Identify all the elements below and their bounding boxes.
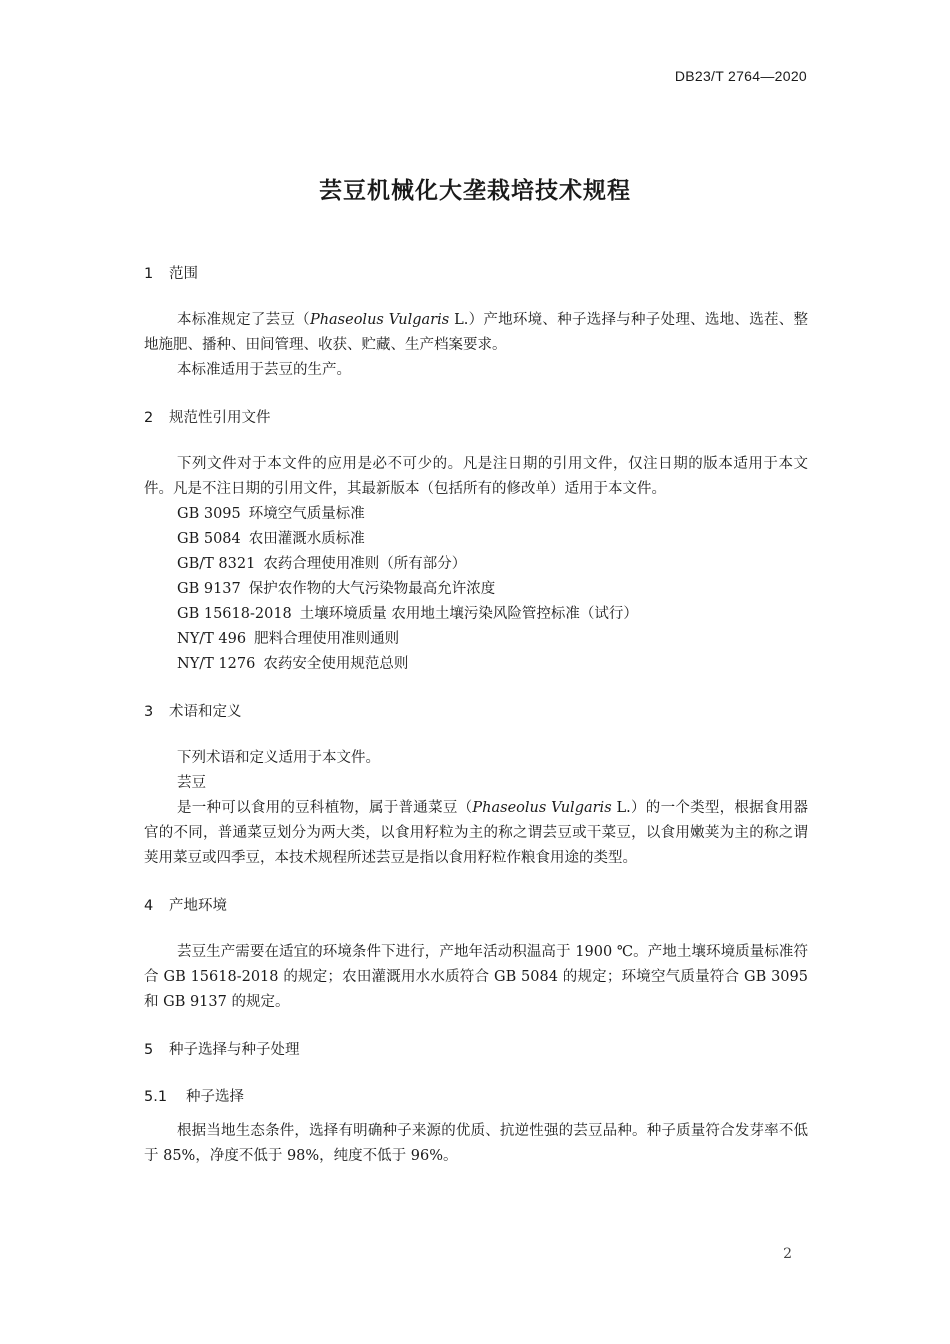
scope-applicability: 本标准适用于芸豆的生产。 [177, 362, 351, 378]
subsection-title: 种子选择 [186, 1089, 244, 1105]
section-number: 4 [144, 898, 154, 914]
page-number: 2 [783, 1246, 792, 1262]
section-number: 3 [144, 704, 154, 720]
section-number: 2 [144, 410, 154, 426]
section-title: 术语和定义 [169, 704, 242, 720]
document-code: DB23/T 2764—2020 [674, 68, 807, 84]
scope-paragraph: 本标准规定了芸豆（Phaseolus Vulgaris L.）产地环境、种子选择与种子处理、选地、选茬、整地施肥、播种、田间管理、收获、贮藏、生产档案要求。 [144, 312, 808, 353]
section-4-heading [144, 894, 808, 918]
subsection-number: 5.1 [144, 1089, 168, 1105]
document-title: 芸豆机械化大垄栽培技术规程 [319, 178, 631, 204]
section-title: 规范性引用文件 [169, 410, 271, 426]
document-body [144, 262, 808, 1169]
section-1-heading [144, 262, 808, 286]
environment-paragraph: 芸豆生产需要在适宜的环境条件下进行，产地年活动积温高于 1900 ℃。产地土壤环境质量标准符合 GB 15618-2018 的规定；农田灌溉用水水质符合 GB 5084 的规定；环境空气质量符合 GB 3095 和 GB 9137 的规定。 [144, 944, 808, 1010]
subsection-5-1-heading [144, 1085, 808, 1109]
latin-name: Phaseolus Vulgaris [472, 800, 612, 816]
section-5-heading [144, 1038, 808, 1062]
reference-item: NY/T 1276 农药安全使用规范总则 [177, 656, 409, 672]
reference-item: NY/T 496 肥料合理使用准则通则 [177, 631, 400, 647]
section-title: 范围 [169, 266, 198, 282]
terms-intro: 下列术语和定义适用于本文件。 [177, 750, 380, 766]
term-definition: 是一种可以食用的豆科植物，属于普通菜豆（Phaseolus Vulgaris L.）的一个类型，根据食用器官的不同，普通菜豆划分为两大类，以食用籽粒为主的称之谓芸豆或干菜豆，以食用嫩荚为主的称之谓荚用菜豆或四季豆，本技术规程所述芸豆是指以食用籽粒作粮食用途的类型。 [144, 800, 808, 866]
section-number: 1 [144, 266, 154, 282]
reference-item: GB 5084 农田灌溉水质标准 [177, 531, 365, 547]
section-title: 种子选择与种子处理 [169, 1042, 300, 1058]
latin-name: Phaseolus Vulgaris [309, 312, 450, 328]
references-intro: 下列文件对于本文件的应用是必不可少的。凡是注日期的引用文件，仅注日期的版本适用于本文件。凡是不注日期的引用文件，其最新版本（包括所有的修改单）适用于本文件。 [144, 456, 808, 497]
reference-item: GB 3095 环境空气质量标准 [177, 506, 365, 522]
section-title: 产地环境 [169, 898, 227, 914]
reference-item: GB 15618-2018 土壤环境质量 农用地土壤污染风险管控标准（试行） [177, 606, 638, 622]
section-2-heading [144, 406, 808, 430]
reference-item: GB 9137 保护农作物的大气污染物最高允许浓度 [177, 581, 496, 597]
reference-item: GB/T 8321 农药合理使用准则（所有部分） [177, 556, 467, 572]
term-name: 芸豆 [177, 775, 206, 791]
seed-selection-paragraph: 根据当地生态条件，选择有明确种子来源的优质、抗逆性强的芸豆品种。种子质量符合发芽率不低于 85%，净度不低于 98%，纯度不低于 96%。 [144, 1123, 808, 1164]
section-3-heading [144, 700, 808, 724]
section-number: 5 [144, 1042, 154, 1058]
